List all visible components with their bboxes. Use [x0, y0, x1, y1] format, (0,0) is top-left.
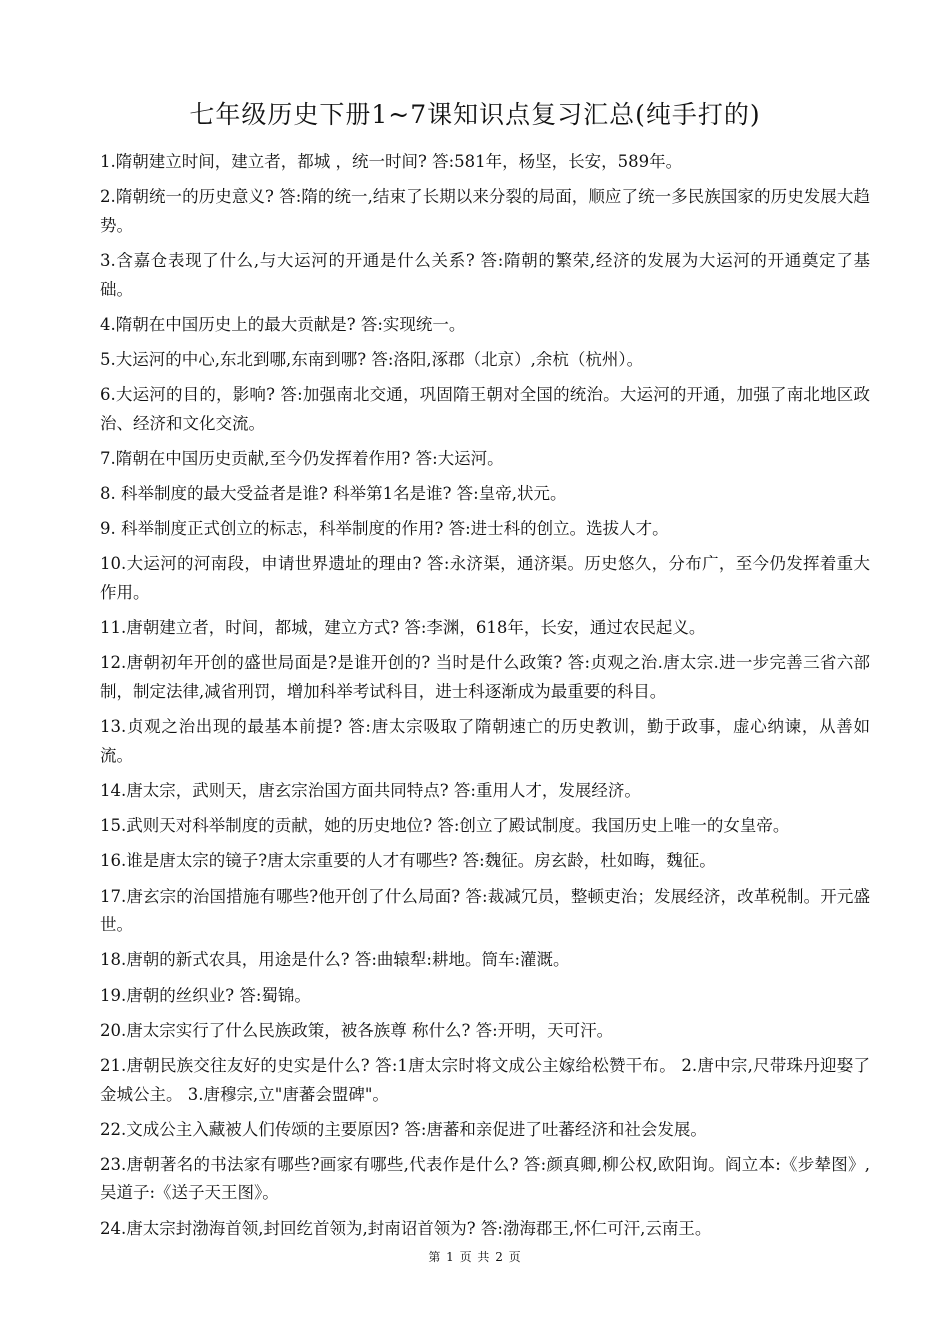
qa-item-9: 9. 科举制度正式创立的标志，科举制度的作用? 答:进士科的创立。选拔人才。: [100, 519, 669, 539]
qa-item-13: 13.贞观之治出现的最基本前提? 答:唐太宗吸取了隋朝速亡的历史教训，勤于政事，虚心纳谏，从善如流。: [100, 717, 870, 765]
qa-item-22: 22.文成公主入藏被人们传颂的主要原因? 答:唐蕃和亲促进了吐蕃经济和社会发展。: [100, 1119, 707, 1139]
qa-list: [100, 148, 870, 1250]
page-title: 七年级历史下册1~7课知识点复习汇总(纯手打的): [189, 100, 761, 129]
qa-item-15: 15.武则天对科举制度的贡献，她的历史地位? 答:创立了殿试制度。我国历史上唯一的女皇帝。: [100, 816, 790, 836]
qa-item-12: 12.唐朝初年开创的盛世局面是?是谁开创的? 当时是什么政策? 答:贞观之治.唐太宗.进一步完善三省六部制，制定法律,减省刑罚，增加科举考试科目，进士科逐渐成为最重要的科目。: [100, 653, 870, 702]
qa-item-20: 20.唐太宗实行了什么民族政策，被各族尊 称什么? 答:开明，天可汗。: [100, 1020, 614, 1040]
page-footer: 第 1 页 共 2 页: [428, 1250, 522, 1264]
qa-item-16: 16.谁是唐太宗的镜子?唐太宗重要的人才有哪些? 答:魏征。房玄龄，杜如晦，魏征。: [100, 851, 716, 871]
qa-item-18: 18.唐朝的新式农具，用途是什么? 答:曲辕犁:耕地。筒车:灌溉。: [100, 950, 570, 970]
qa-item-21: 21.唐朝民族交往友好的史实是什么? 答:1唐太宗时将文成公主嫁给松赞干布。 2.唐中宗,尺带珠丹迎娶了金城公主。 3.唐穆宗,立"唐蕃会盟碑"。: [100, 1055, 870, 1104]
qa-item-19: 19.唐朝的丝织业? 答:蜀锦。: [100, 985, 311, 1005]
qa-item-2: 2.隋朝统一的历史意义? 答:隋的统一,结束了长期以来分裂的局面，顺应了统一多民族国家的历史发展大趋势。: [100, 187, 870, 235]
qa-item-23: 23.唐朝著名的书法家有哪些?画家有哪些,代表作是什么? 答:颜真卿,柳公权,欧阳询。阎立本:《步辇图》,吴道子:《送子天王图》。: [100, 1154, 870, 1203]
qa-item-14: 14.唐太宗，武则天，唐玄宗治国方面共同特点? 答:重用人才，发展经济。: [100, 781, 641, 800]
qa-item-8: 8. 科举制度的最大受益者是谁? 科举第1名是谁? 答:皇帝,状元。: [100, 484, 567, 504]
qa-item-3: 3.含嘉仓表现了什么,与大运河的开通是什么关系? 答:隋朝的繁荣,经济的发展为大运河的开通奠定了基础。: [100, 250, 870, 299]
qa-item-24: 24.唐太宗封渤海首领,封回纥首领为,封南诏首领为? 答:渤海郡王,怀仁可汗,云南王。: [100, 1218, 712, 1238]
qa-item-10: 10.大运河的河南段，申请世界遗址的理由? 答:永济渠，通济渠。历史悠久，分布广，至今仍发挥着重大作用。: [100, 554, 870, 603]
qa-item-6: 6.大运河的目的，影响? 答:加强南北交通，巩固隋王朝对全国的统治。大运河的开通，加强了南北地区政治、经济和文化交流。: [100, 385, 870, 433]
qa-item-17: 17.唐玄宗的治国措施有哪些?他开创了什么局面? 答:裁减冗员，整顿吏治；发展经济，改革税制。开元盛世。: [100, 886, 870, 935]
qa-item-7: 7.隋朝在中国历史贡献,至今仍发挥着作用? 答:大运河。: [100, 448, 504, 468]
qa-item-5: 5.大运河的中心,东北到哪,东南到哪? 答:洛阳,涿郡（北京）,余杭（杭州）。: [100, 349, 644, 369]
qa-item-4: 4.隋朝在中国历史上的最大贡献是? 答:实现统一。: [100, 314, 466, 334]
qa-item-1: 1.隋朝建立时间，建立者，都城 ，统一时间? 答:581年，杨坚，长安，589年。: [100, 152, 683, 171]
qa-item-11: 11.唐朝建立者，时间，都城，建立方式? 答:李渊，618年，长安，通过农民起义。: [100, 618, 706, 638]
